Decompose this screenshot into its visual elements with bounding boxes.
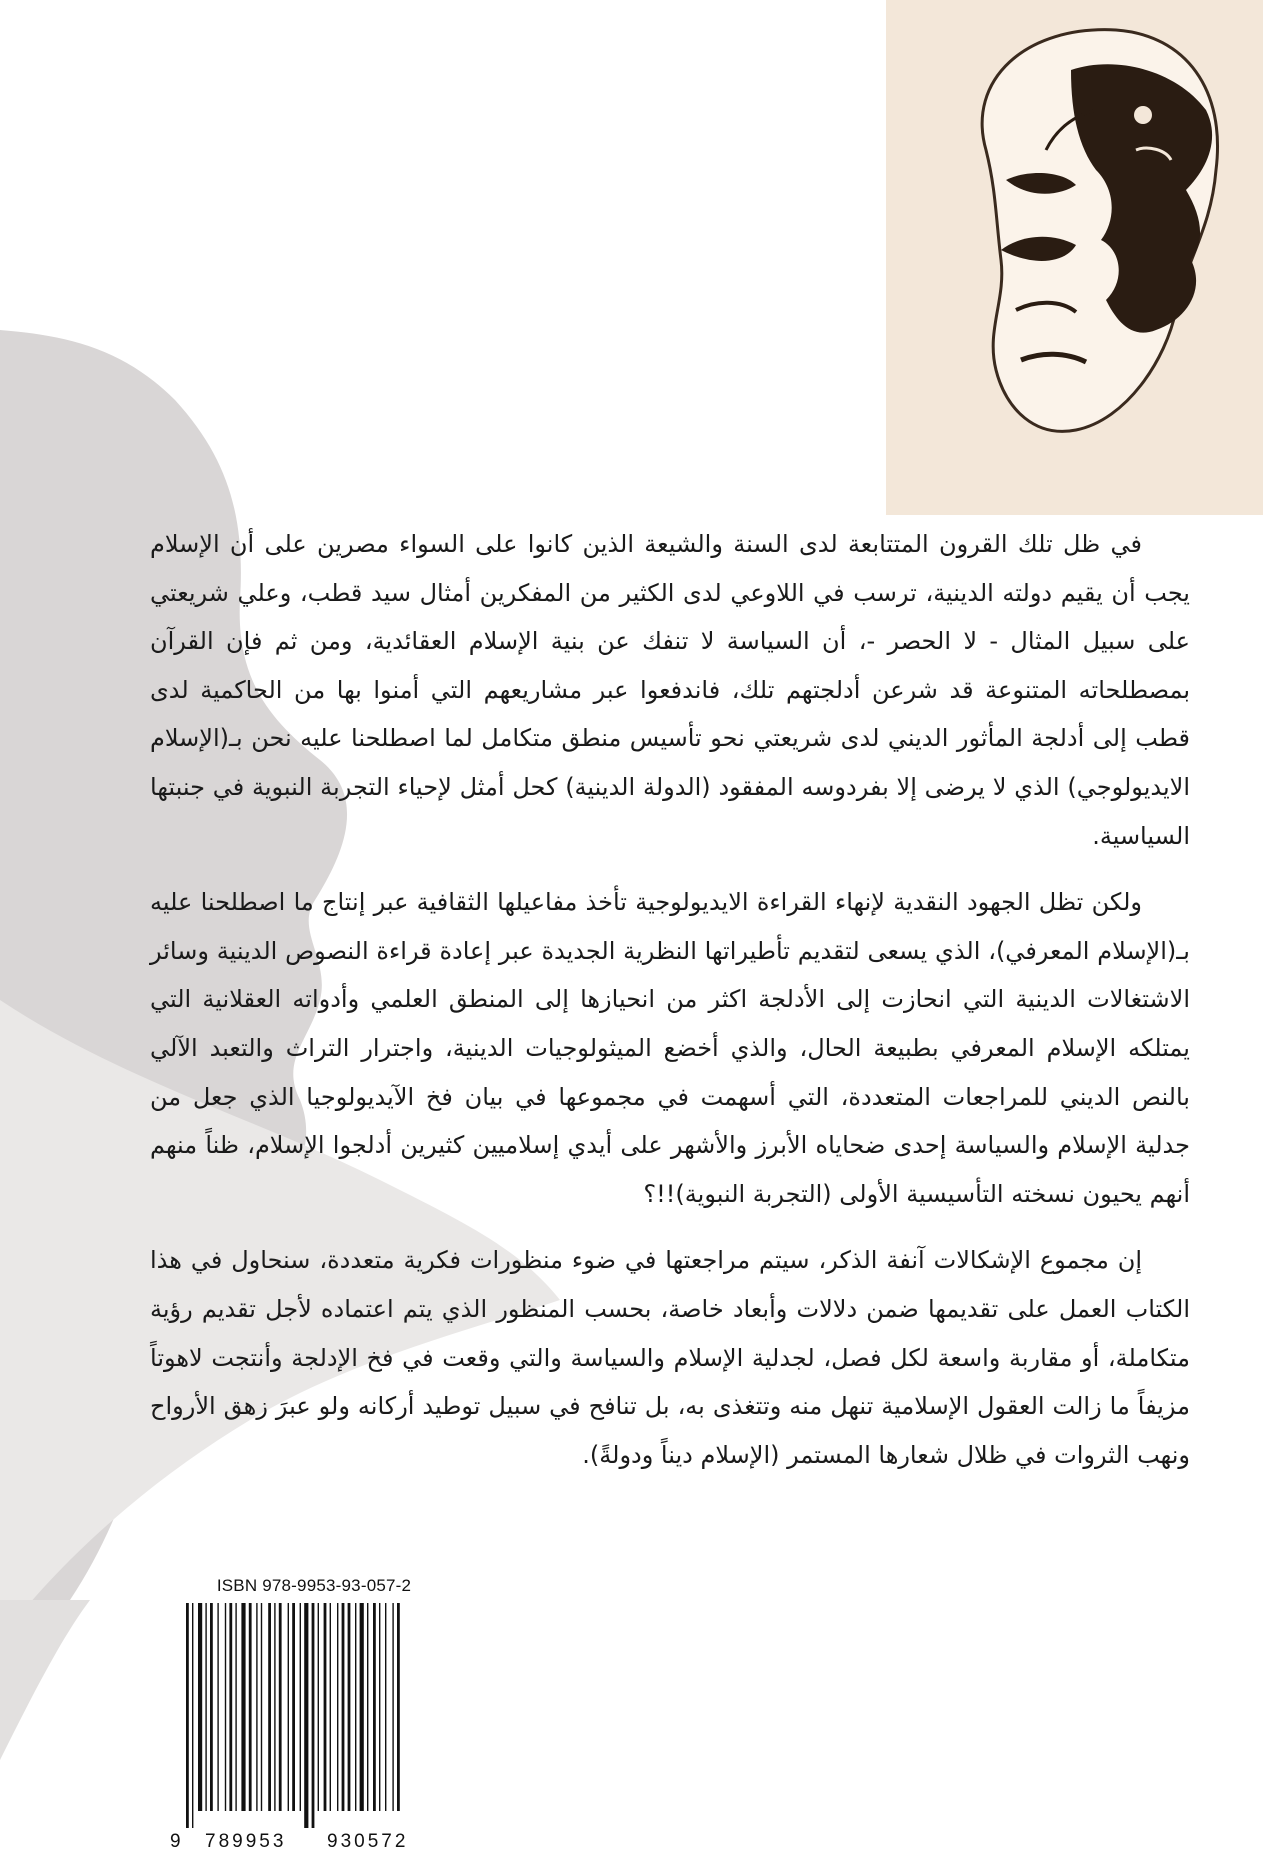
barcode-bar (312, 1603, 315, 1828)
barcode-bar (360, 1603, 364, 1811)
barcode-bar (304, 1603, 308, 1828)
barcode-bar (367, 1603, 368, 1811)
barcode-bar (235, 1603, 236, 1811)
barcode-bar (348, 1603, 351, 1811)
barcode-bar (397, 1603, 400, 1811)
cover-illustration (886, 0, 1263, 515)
barcode-bar (392, 1603, 393, 1811)
barcode-bar (249, 1603, 252, 1811)
barcode-bar (210, 1603, 213, 1811)
barcode-bar (198, 1603, 202, 1811)
barcode-bar (261, 1603, 262, 1811)
barcode-bar (385, 1603, 386, 1811)
barcode-digits-left: 789953 (205, 1831, 287, 1852)
barcode-bar (256, 1603, 257, 1811)
barcode-bar (324, 1603, 327, 1811)
barcode-bar (373, 1603, 376, 1811)
barcode-bar (292, 1603, 295, 1811)
barcode-bar (342, 1603, 345, 1811)
barcode-bar (300, 1603, 301, 1811)
barcode-bar (241, 1603, 245, 1811)
barcode-bar (379, 1603, 380, 1811)
barcode-bar (217, 1603, 218, 1811)
paragraph-2: ولكن تظل الجهود النقدية لإنهاء القراءة الايديولوجية تأخذ مفاعيلها الثقافية عبر إنتاج ما اصطلحنا عليه بـ(الإسلام المعرفي)، الذي يسعى لتقديم تأطيراتها النظرية الجديدة عبر إعادة قراءة النصوص الدينية وسائر الاشتغالات الدينية التي انحازت إلى الأدلجة اكثر من انحيازها إلى المنطق العلمي وأدواته العقلانية التي يمتلكه الإسلام المعرفي بطبيعة الحال، والذي أخضع الميثولوجيات الدينية، واجترار التراث والتعبد الآلي بالنص الديني للمراجعات المتعددة، التي أسهمت في مجموعها في بيان فخ الآيديولوجيا الذي جعل من جدلية الإسلام والسياسة إحدى ضحاياه الأبرز والأشهر على أيدي إسلاميين كثيرين أدلجوا الإسلام، ظناً منهم أنهم يحيون نسخته التأسيسية الأولى (التجربة النبوية)!!؟ (150, 888, 1190, 1208)
isbn-label: ISBN 978-9953-93-057-2 (216, 1576, 412, 1595)
barcode-bar (337, 1603, 338, 1811)
paragraph-3: إن مجموع الإشكالات آنفة الذكر، سيتم مراجعتها في ضوء منظورات فكرية متعددة، سنحاول في هذا الكتاب العمل على تقديمها ضمن دلالات وأبعاد خاصة، بحسب المنظور الذي يتم اعتماده لأجل تقديم رؤية متكاملة، أو مقاربة واسعة لكل فصل، لجدلية الإسلام والسياسة والتي وقعت في فخ الإدلجة وأنتجت لاهوتاً مزيفاً ما زالت العقول الإسلامية تنهل منه وتتغذى به، بل تنافح في سبيل توطيد أركانه ولو عبرَ زهق الأرواح ونهب الثروات في ظلال شعارها المستمر (الإسلام ديناً ودولةً). (150, 1246, 1190, 1469)
barcode-bar (279, 1603, 282, 1811)
barcode-bar (288, 1603, 289, 1811)
barcode-digits-right: 930572 (327, 1831, 409, 1852)
barcode-digit-first: 9 (170, 1831, 184, 1852)
barcode-icon (184, 1603, 434, 1828)
barcode-bar (318, 1603, 319, 1811)
barcode-bar (274, 1603, 275, 1811)
barcode-bar (192, 1603, 193, 1828)
barcode-bar (186, 1603, 189, 1828)
back-cover-text (150, 520, 1190, 1497)
paragraph-1: في ظل تلك القرون المتتابعة لدى السنة والشيعة الذين كانوا على السواء مصرين على أن الإسلام يجب أن يقيم دولته الدينية، ترسب في اللاوعي لدى الكثير من المفكرين أمثال سيد قطب، وعلي شريعتي على سبيل المثال - لا الحصر -، أن السياسة لا تنفك عن بنية الإسلام العقائدية، ومن ثم فإن القرآن بمصطلحاته المتنوعة قد شرعن أدلجتهم تلك، فاندفعوا عبر مشاريعهم التي أمنوا بها من الحاكمية لدى قطب إلى أدلجة المأثور الديني لدى شريعتي نحو تأسيس منطق متكامل لما اصطلحنا عليه نحن بـ(الإسلام الايديولوجي) الذي لا يرضى إلا بفردوسه المفقود (الدولة الدينية) كحل أمثل لإحياء التجربة النبوية في جنبتها السياسية. (150, 530, 1190, 850)
barcode-bar (268, 1603, 271, 1811)
barcode-bar (229, 1603, 232, 1811)
barcode-bar (330, 1603, 331, 1811)
barcode-bar (355, 1603, 356, 1811)
faces-illustration-icon (886, 0, 1263, 515)
barcode-bar (225, 1603, 226, 1811)
barcode-bar (205, 1603, 206, 1811)
